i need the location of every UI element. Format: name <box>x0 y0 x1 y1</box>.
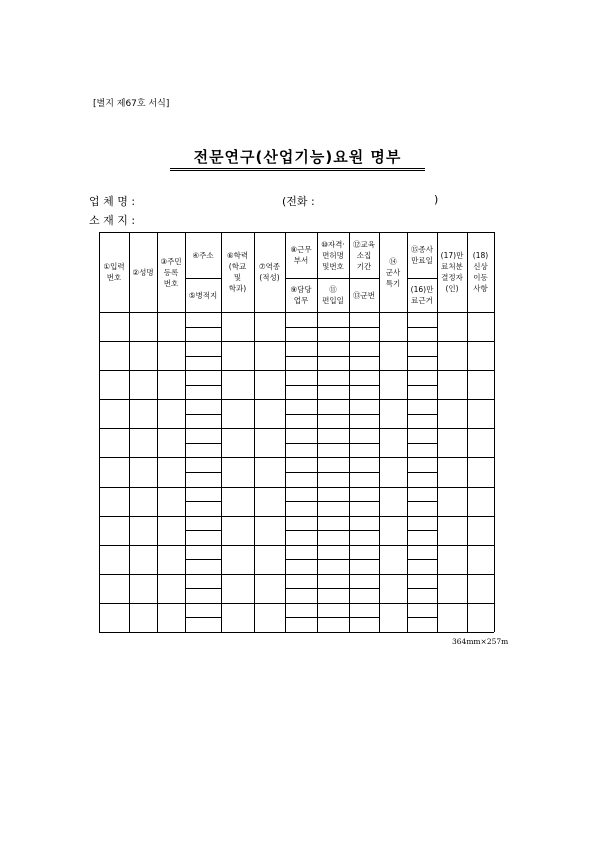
table-cell[interactable] <box>318 546 349 560</box>
table-cell[interactable] <box>186 502 221 516</box>
table-cell[interactable] <box>380 458 407 486</box>
table-cell[interactable] <box>408 313 437 327</box>
table-cell[interactable] <box>438 458 467 486</box>
table-cell[interactable] <box>186 604 221 618</box>
form-number: [별지 제67호 서식] <box>93 99 170 109</box>
table-cell[interactable] <box>286 313 317 327</box>
table-cell[interactable] <box>100 400 129 428</box>
column-header-bottom: ⑨담당 업무 <box>290 285 312 305</box>
table-cell[interactable] <box>286 444 317 458</box>
table-cell[interactable] <box>408 342 437 356</box>
table-cell[interactable] <box>438 575 467 603</box>
table-cell[interactable] <box>286 357 317 371</box>
table-cell[interactable] <box>350 328 379 342</box>
table-cell[interactable] <box>350 531 379 545</box>
table-cell[interactable] <box>408 618 437 632</box>
table-cell[interactable] <box>350 618 379 632</box>
table-cell[interactable] <box>468 517 494 545</box>
table-cell[interactable] <box>468 342 494 370</box>
column-header: (18) 신상 이동 사항 <box>472 251 489 293</box>
table-cell[interactable] <box>100 429 129 457</box>
table-cell[interactable] <box>380 400 407 428</box>
table-cell[interactable] <box>130 604 157 632</box>
table-cell[interactable] <box>255 313 285 341</box>
table-cell[interactable] <box>318 473 349 487</box>
table-cell[interactable] <box>222 400 254 428</box>
table-cell[interactable] <box>350 342 379 356</box>
table-cell[interactable] <box>438 371 467 399</box>
table-cell[interactable] <box>286 546 317 560</box>
column-header: (17)만 료처분 결정자 (인) <box>440 251 464 293</box>
table-cell[interactable] <box>408 502 437 516</box>
table-cell[interactable] <box>318 458 349 472</box>
table-cell[interactable] <box>186 473 221 487</box>
table-cell[interactable] <box>286 589 317 603</box>
table-cell[interactable] <box>100 604 129 632</box>
table-cell[interactable] <box>255 604 285 632</box>
table-column-line <box>494 232 495 632</box>
table-cell[interactable] <box>186 400 221 414</box>
table-cell[interactable] <box>186 429 221 443</box>
table-cell[interactable] <box>318 400 349 414</box>
table-cell[interactable] <box>408 357 437 371</box>
table-cell[interactable] <box>130 458 157 486</box>
table-cell[interactable] <box>350 560 379 574</box>
column-header-bottom: (16)만 료근거 <box>410 285 434 305</box>
table-cell[interactable] <box>318 342 349 356</box>
table-cell[interactable] <box>380 371 407 399</box>
table-cell[interactable] <box>318 415 349 429</box>
table-cell[interactable] <box>255 546 285 574</box>
table-cell[interactable] <box>318 386 349 400</box>
table-cell[interactable] <box>350 458 379 472</box>
table-cell[interactable] <box>286 386 317 400</box>
table-cell[interactable] <box>100 488 129 516</box>
address-label: 소 재 지 : <box>89 214 136 227</box>
table-cell[interactable] <box>318 575 349 589</box>
column-header-top: ⑧근무 부서 <box>290 245 312 265</box>
column-header-bottom: ⑤병적지 <box>188 290 218 300</box>
table-cell[interactable] <box>286 473 317 487</box>
table-cell[interactable] <box>186 589 221 603</box>
table-cell[interactable] <box>408 546 437 560</box>
table-cell[interactable] <box>255 371 285 399</box>
table-cell[interactable] <box>255 517 285 545</box>
table-cell[interactable] <box>438 488 467 516</box>
column-header-top: ⑫교육 소집 기간 <box>353 239 375 271</box>
table-cell[interactable] <box>468 400 494 428</box>
table-cell[interactable] <box>222 371 254 399</box>
table-cell[interactable] <box>286 328 317 342</box>
column-header-bottom: ⑬군번 <box>353 290 375 300</box>
table-cell[interactable] <box>350 400 379 414</box>
table-cell[interactable] <box>100 371 129 399</box>
table-cell[interactable] <box>286 618 317 632</box>
table-cell[interactable] <box>186 546 221 560</box>
table-cell[interactable] <box>186 560 221 574</box>
table-cell[interactable] <box>350 604 379 618</box>
column-header: ⑭ 군사 특기 <box>385 256 401 288</box>
table-cell[interactable] <box>468 575 494 603</box>
table-cell[interactable] <box>186 531 221 545</box>
table-cell[interactable] <box>380 429 407 457</box>
table-cell[interactable] <box>255 575 285 603</box>
table-cell[interactable] <box>318 371 349 385</box>
table-cell[interactable] <box>222 429 254 457</box>
register-table <box>99 232 494 632</box>
column-header: ⑥학력 (학교 및 학과) <box>226 251 249 293</box>
table-cell[interactable] <box>100 313 129 341</box>
table-cell[interactable] <box>318 357 349 371</box>
table-cell[interactable] <box>222 517 254 545</box>
table-cell[interactable] <box>318 444 349 458</box>
table-cell[interactable] <box>222 313 254 341</box>
table-cell[interactable] <box>408 400 437 414</box>
table-cell[interactable] <box>350 357 379 371</box>
table-cell[interactable] <box>286 488 317 502</box>
table-cell[interactable] <box>286 371 317 385</box>
table-cell[interactable] <box>130 342 157 370</box>
table-cell[interactable] <box>350 517 379 531</box>
table-cell[interactable] <box>468 429 494 457</box>
table-cell[interactable] <box>318 328 349 342</box>
table-cell[interactable] <box>380 546 407 574</box>
table-cell[interactable] <box>158 604 185 632</box>
table-cell[interactable] <box>318 517 349 531</box>
table-cell[interactable] <box>438 342 467 370</box>
table-cell[interactable] <box>158 313 185 341</box>
table-cell[interactable] <box>408 386 437 400</box>
table-cell[interactable] <box>158 400 185 428</box>
table-row-line <box>99 632 494 633</box>
table-cell[interactable] <box>380 517 407 545</box>
table-cell[interactable] <box>130 575 157 603</box>
column-header: ③주민 등록 번호 <box>160 256 182 288</box>
column-header: ①입력 번호 <box>103 262 125 282</box>
table-cell[interactable] <box>438 546 467 574</box>
column-header-top: ⑮종사 만료일 <box>411 245 433 265</box>
table-cell[interactable] <box>438 400 467 428</box>
table-cell[interactable] <box>468 604 494 632</box>
table-cell[interactable] <box>350 415 379 429</box>
table-cell[interactable] <box>186 313 221 327</box>
table-cell[interactable] <box>130 517 157 545</box>
table-cell[interactable] <box>130 400 157 428</box>
table-cell[interactable] <box>186 328 221 342</box>
table-cell[interactable] <box>130 429 157 457</box>
column-header: ⑦역종 (적성) <box>258 262 281 282</box>
table-cell[interactable] <box>350 429 379 443</box>
table-cell[interactable] <box>255 488 285 516</box>
table-cell[interactable] <box>158 458 185 486</box>
table-cell[interactable] <box>158 342 185 370</box>
table-cell[interactable] <box>286 604 317 618</box>
table-cell[interactable] <box>318 618 349 632</box>
table-cell[interactable] <box>408 415 437 429</box>
table-cell[interactable] <box>100 458 129 486</box>
table-cell[interactable] <box>286 531 317 545</box>
table-cell[interactable] <box>286 560 317 574</box>
table-cell[interactable] <box>380 313 407 341</box>
table-cell[interactable] <box>186 371 221 385</box>
table-cell[interactable] <box>408 575 437 589</box>
table-cell[interactable] <box>222 342 254 370</box>
table-cell[interactable] <box>318 604 349 618</box>
title-underline-double <box>170 170 425 171</box>
table-cell[interactable] <box>468 488 494 516</box>
table-cell[interactable] <box>408 560 437 574</box>
table-cell[interactable] <box>186 517 221 531</box>
table-cell[interactable] <box>408 328 437 342</box>
table-cell[interactable] <box>380 604 407 632</box>
table-cell[interactable] <box>408 371 437 385</box>
table-cell[interactable] <box>350 313 379 327</box>
table-cell[interactable] <box>438 313 467 341</box>
table-cell[interactable] <box>186 415 221 429</box>
table-cell[interactable] <box>186 575 221 589</box>
table-cell[interactable] <box>350 444 379 458</box>
phone-label: (전화 : <box>282 195 315 208</box>
table-cell[interactable] <box>408 429 437 443</box>
table-cell[interactable] <box>158 488 185 516</box>
table-cell[interactable] <box>186 386 221 400</box>
table-cell[interactable] <box>468 546 494 574</box>
title-underline <box>170 168 425 169</box>
table-cell[interactable] <box>158 429 185 457</box>
company-name-label: 업 체 명 : <box>89 195 136 208</box>
table-cell[interactable] <box>438 604 467 632</box>
table-cell[interactable] <box>318 531 349 545</box>
table-cell[interactable] <box>350 488 379 502</box>
table-cell[interactable] <box>350 473 379 487</box>
table-cell[interactable] <box>286 400 317 414</box>
table-cell[interactable] <box>318 313 349 327</box>
column-header-top: ④주소 <box>192 250 214 260</box>
table-cell[interactable] <box>286 575 317 589</box>
table-cell[interactable] <box>255 429 285 457</box>
table-cell[interactable] <box>468 458 494 486</box>
table-cell[interactable] <box>286 517 317 531</box>
table-cell[interactable] <box>286 342 317 356</box>
table-cell[interactable] <box>408 517 437 531</box>
table-cell[interactable] <box>286 415 317 429</box>
table-cell[interactable] <box>158 575 185 603</box>
table-cell[interactable] <box>350 502 379 516</box>
table-cell[interactable] <box>468 313 494 341</box>
table-cell[interactable] <box>380 342 407 370</box>
table-cell[interactable] <box>318 429 349 443</box>
table-cell[interactable] <box>186 444 221 458</box>
table-cell[interactable] <box>130 488 157 516</box>
phone-close-paren: ) <box>434 193 439 206</box>
table-cell[interactable] <box>438 517 467 545</box>
table-cell[interactable] <box>350 575 379 589</box>
table-cell[interactable] <box>438 429 467 457</box>
column-header: ②성명 <box>132 267 154 277</box>
column-header-top: ⑩자격· 면허명 및번호 <box>321 239 345 271</box>
table-cell[interactable] <box>186 357 221 371</box>
table-cell[interactable] <box>286 502 317 516</box>
table-cell[interactable] <box>408 444 437 458</box>
table-cell[interactable] <box>186 342 221 356</box>
table-cell[interactable] <box>380 488 407 516</box>
table-cell[interactable] <box>222 604 254 632</box>
table-cell[interactable] <box>318 488 349 502</box>
page-title: 전문연구(산업기능)요원 명부 <box>193 148 402 166</box>
table-cell[interactable] <box>408 531 437 545</box>
table-cell[interactable] <box>286 458 317 472</box>
table-cell[interactable] <box>408 488 437 502</box>
table-cell[interactable] <box>186 488 221 502</box>
table-cell[interactable] <box>255 458 285 486</box>
table-cell[interactable] <box>255 400 285 428</box>
table-cell[interactable] <box>158 546 185 574</box>
table-cell[interactable] <box>186 458 221 472</box>
table-cell[interactable] <box>222 546 254 574</box>
table-cell[interactable] <box>130 371 157 399</box>
table-cell[interactable] <box>408 473 437 487</box>
table-cell[interactable] <box>468 371 494 399</box>
table-cell[interactable] <box>408 589 437 603</box>
table-cell[interactable] <box>222 458 254 486</box>
table-cell[interactable] <box>350 589 379 603</box>
table-cell[interactable] <box>350 386 379 400</box>
column-header-bottom: ⑪ 편입일 <box>322 285 344 305</box>
table-cell[interactable] <box>158 517 185 545</box>
dimension-note: 364mm×257m <box>452 637 509 646</box>
table-cell[interactable] <box>408 604 437 618</box>
table-cell[interactable] <box>100 517 129 545</box>
table-cell[interactable] <box>318 502 349 516</box>
table-cell[interactable] <box>255 342 285 370</box>
table-cell[interactable] <box>100 546 129 574</box>
table-cell[interactable] <box>186 618 221 632</box>
table-cell[interactable] <box>158 371 185 399</box>
table-cell[interactable] <box>100 575 129 603</box>
table-cell[interactable] <box>380 575 407 603</box>
table-cell[interactable] <box>130 546 157 574</box>
table-cell[interactable] <box>222 575 254 603</box>
table-cell[interactable] <box>100 342 129 370</box>
table-cell[interactable] <box>350 546 379 560</box>
table-cell[interactable] <box>130 313 157 341</box>
table-cell[interactable] <box>408 458 437 472</box>
table-cell[interactable] <box>286 429 317 443</box>
table-cell[interactable] <box>318 589 349 603</box>
table-cell[interactable] <box>222 488 254 516</box>
table-cell[interactable] <box>318 560 349 574</box>
table-cell[interactable] <box>350 371 379 385</box>
